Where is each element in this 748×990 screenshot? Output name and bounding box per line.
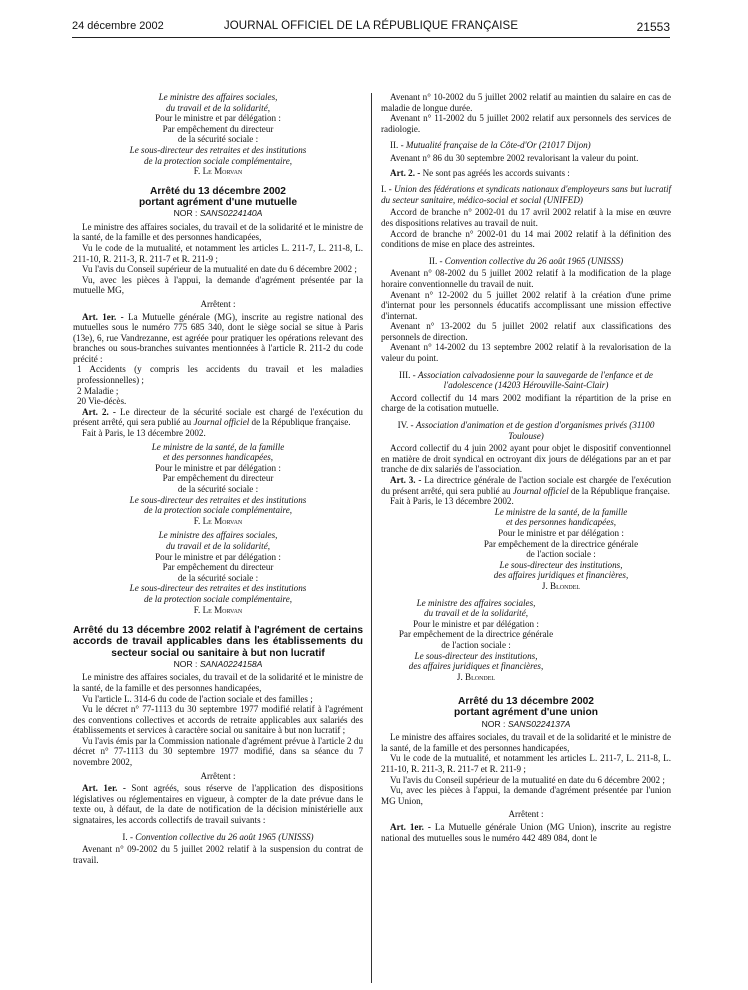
section-heading	[381, 184, 671, 205]
paragraph: Le ministre des affaires sociales, du travail et de la solidarité et le ministre de la santé, de la famille et des personnes handicapées,	[381, 732, 671, 753]
section-title: Association d'animation et de gestion d'organismes privés (31100 Toulouse)	[415, 420, 655, 441]
delegation-line: Pour le ministre et par délégation :	[155, 113, 281, 124]
signatory-subdirector: Le sous-directeur des institutions,	[499, 559, 623, 570]
article	[73, 783, 363, 825]
article-text: La Mutuelle générale (MG), inscrite au registre national des mutuelles sous le numéro 775 685 340, dont le siège social se situe à Paris (13e), 6, rue Vandrezanne, est agréée pour pratiquer les opérations relevant des branches ou sous-branches suivantes mentionnées à l'article R. 211-2 du code précité :	[73, 311, 363, 364]
paragraph: Le ministre des affaires sociales, du travail et de la solidarité et le ministre de la santé, de la famille et des personnes handicapées,	[73, 221, 363, 243]
signed-place-date: Fait à Paris, le 13 décembre 2002.	[82, 428, 206, 439]
paragraph: Vu l'avis du Conseil supérieur de la mutualité en date du 6 décembre 2002 ;	[82, 264, 357, 275]
article-text: de la République française.	[568, 485, 670, 496]
section-number: IV. -	[397, 420, 416, 431]
journal-title: JOURNAL OFFICIEL DE LA RÉPUBLIQUE FRANÇAISE	[223, 20, 519, 32]
page-header	[72, 20, 670, 36]
delegation-line: Par empêchement du directeur	[162, 123, 274, 134]
paragraph: Vu le code de la mutualité, et notamment les articles L. 211-7, L. 211-8, L. 211-10, R. 211-3, R. 211-7 et R. 211-9 ;	[381, 753, 671, 775]
signatory-subdirector: Le sous-directeur des institutions,	[414, 650, 538, 661]
delegation-line: Par empêchement de la directrice générale	[398, 629, 554, 640]
section-number: III. -	[399, 369, 418, 380]
delegation-line: Pour le ministre et par délégation :	[498, 527, 624, 538]
section-title: Association calvadosienne pour la sauvegarde de l'enfance et de l'adolescence (14203 Hérouville-Saint-Clair)	[417, 369, 653, 391]
article-label: Art. 2. -	[82, 406, 116, 417]
journal-ref: Journal officiel	[512, 485, 569, 496]
article-text: de la République française.	[249, 417, 351, 428]
arretent: Arrêtent :	[200, 770, 236, 781]
signatory-name: J. Blondel	[541, 580, 581, 591]
decree-title-line: portant agrément d'une union	[454, 707, 598, 719]
section-heading	[381, 420, 671, 441]
list-item: 20 Vie-décès.	[77, 396, 127, 407]
delegation-line: Par empêchement du directeur	[162, 562, 274, 573]
delegation-line: Pour le ministre et par délégation :	[155, 462, 281, 473]
signature-block	[381, 507, 671, 592]
section-title: Mutualité française de la Côte-d'Or (21017 Dijon)	[405, 140, 591, 151]
signatory-name: F. Le Morvan	[193, 604, 243, 615]
signatory-name: F. Le Morvan	[193, 166, 243, 177]
paragraph: Avenant n° 09-2002 du 5 juillet 2002 relatif à la suspension du contrat de travail.	[73, 844, 363, 865]
decree-title-line: Arrêté du 13 décembre 2002	[458, 696, 594, 708]
paragraph: Accord de branche n° 2002-01 du 14 mai 2002 relatif à la définition des conditions de mise en place des astreintes.	[381, 228, 671, 250]
article-label: Art. 1er. -	[390, 822, 431, 833]
paragraph: Avenant n° 08-2002 du 5 juillet 2002 relatif à la modification de la plage horaire conventionnelle du travail de nuit.	[381, 268, 671, 289]
nor-reference	[73, 208, 363, 219]
paragraph: Avenant n° 14-2002 du 13 septembre 2002 relatif à la revalorisation de la valeur du point.	[381, 342, 671, 364]
signatory-minister-2: du travail et de la solidarité,	[423, 608, 529, 619]
signatory-subdirector: Le sous-directeur des retraites et des institutions	[129, 144, 307, 155]
nor-reference	[73, 659, 363, 670]
paragraph: Vu l'avis émis par la Commission nationale d'agrément prévue à l'article 2 du décret n° 77-1113 du 30 septembre 1977 modifié, dans sa séance du 7 novembre 2002,	[73, 735, 363, 768]
paragraph: Avenant n° 13-2002 du 5 juillet 2002 relatif aux classifications des personnels de direction.	[381, 321, 671, 342]
section-number: I. -	[122, 831, 136, 842]
arretent: Arrêtent :	[508, 809, 544, 820]
section-heading	[73, 832, 363, 843]
signatory-minister-2: du travail et de la solidarité,	[165, 102, 271, 113]
article-text: La Mutuelle générale Union (MG Union), inscrite au registre national des mutuelles sous le numéro 442 489 084, dont le	[381, 822, 672, 843]
section-number: I. -	[381, 184, 395, 195]
nor-label: NOR :	[481, 718, 508, 729]
paragraph: Vu, avec les pièces à l'appui, la demande d'agrément présentée par la mutuelle MG,	[73, 274, 363, 296]
delegation-line: Pour le ministre et par délégation :	[413, 618, 539, 629]
paragraph: Vu l'avis du Conseil supérieur de la mutualité en date du 6 décembre 2002 ;	[390, 774, 665, 785]
header-rule	[72, 37, 670, 38]
signatory-minister-2: et des personnes handicapées,	[505, 517, 617, 528]
section-number: II. -	[428, 255, 445, 266]
signature-block	[73, 92, 363, 177]
list-item: 1 Accidents (y compris les accidents du travail et les maladies professionnelles) ;	[77, 364, 363, 386]
signatory-minister: Le ministre des affaires sociales,	[158, 92, 278, 102]
section-title: Convention collective du 26 août 1965 (UNISSS)	[135, 831, 314, 842]
paragraph: Avenant n° 11-2002 du 5 juillet 2002 relatif aux personnels des services de radiologie.	[381, 113, 671, 134]
signature-block	[381, 598, 571, 683]
nor-reference	[381, 719, 671, 730]
signatory-minister: Le ministre de la santé, de la famille	[494, 506, 628, 517]
signatory-name: F. Le Morvan	[193, 515, 243, 526]
nor-code: SANA0224158A	[199, 658, 263, 669]
paragraph: Avenant n° 12-2002 du 5 juillet 2002 relatif à la création d'une prime d'internat pour les personnels éducatifs accomplissant une mission effective d'internat.	[381, 289, 671, 321]
list-item: 2 Maladie ;	[77, 385, 119, 396]
header-date: 24 décembre 2002	[72, 20, 164, 32]
paragraph: Le ministre des affaires sociales, du travail et de la solidarité et le ministre de la santé, de la famille et des personnes handicapées,	[73, 672, 363, 693]
article-label: Art. 1er. -	[82, 783, 126, 794]
article-label: Art. 2. -	[390, 167, 421, 178]
section-title: Convention collective du 26 août 1965 (UNISSS)	[444, 255, 624, 266]
signatory-subdirector-2: des affaires juridiques et financières,	[408, 661, 544, 672]
section-heading	[381, 370, 671, 391]
paragraph: Avenant n° 10-2002 du 5 juillet 2002 relatif au maintien du salaire en cas de maladie de longue durée.	[381, 92, 671, 113]
arretent: Arrêtent :	[200, 298, 236, 309]
article-label: Art. 3. -	[390, 475, 422, 485]
signatory-subdirector: Le sous-directeur des retraites et des institutions	[129, 583, 307, 594]
signatory-minister-2: du travail et de la solidarité,	[165, 540, 271, 551]
nor-code: SANS0224140A	[199, 208, 263, 219]
article	[73, 407, 363, 428]
paragraph: Vu le code de la mutualité, et notamment les articles L. 211-7, L. 211-8, L. 211-10, R. 211-3, R. 211-7 et R. 211-9 ;	[73, 242, 363, 264]
delegation-line: de la sécurité sociale :	[177, 134, 259, 145]
article-text: Sont agréés, sous réserve de l'application des dispositions législatives ou réglementaires en vigueur, à compter de la date prévue dans le texte ou, à défaut, de la date de notification de la décision ministérielle aux signataires, les accords collectifs de travail suivants :	[73, 783, 364, 826]
signatory-subdirector-2: de la protection sociale complémentaire,	[143, 155, 293, 166]
signatory-subdirector: Le sous-directeur des retraites et des institutions	[129, 494, 307, 505]
signature-block	[73, 442, 363, 527]
signature-block	[73, 530, 363, 615]
article	[73, 312, 363, 365]
article-text: La directrice générale de l'action sociale est chargée de l'exécution du présent arrêté, qui sera publié au	[381, 475, 671, 496]
page-number: 21553	[636, 20, 670, 34]
signatory-subdirector-2: des affaires juridiques et financières,	[493, 570, 629, 581]
signatory-subdirector-2: de la protection sociale complémentaire,	[143, 593, 293, 604]
decree-title: Arrêté du 13 décembre 2002 relatif à l'agrément de certains accords de travail applicables dans les établissements du secteur social ou sanitaire à but non lucratif	[73, 625, 363, 659]
delegation-line: Par empêchement du directeur	[162, 473, 274, 484]
signed-place-date: Fait à Paris, le 13 décembre 2002.	[390, 496, 514, 507]
article-text: Le directeur de la sécurité sociale est chargé de l'exécution du présent arrêté, qui sera publié au	[73, 406, 363, 428]
delegation-line: de l'action sociale :	[441, 639, 511, 650]
signatory-name: J. Blondel	[456, 671, 496, 682]
signatory-minister-2: et des personnes handicapées,	[162, 452, 274, 463]
decree-title-line: Arrêté du 13 décembre 2002	[150, 185, 286, 197]
paragraph: Vu le décret n° 77-1113 du 30 septembre 1977 modifié relatif à l'agrément des conventions collectives et accords de retraite applicables aux salariés des établissements et services à caractère social ou sanitaire à but non lucratif ;	[73, 704, 363, 736]
paragraph: Accord de branche n° 2002-01 du 17 avril 2002 relatif à la mise en œuvre des dispositions relatives au travail de nuit.	[381, 207, 671, 228]
signatory-subdirector-2: de la protection sociale complémentaire,	[143, 505, 293, 516]
signatory-minister: Le ministre des affaires sociales,	[416, 597, 536, 608]
nor-label: NOR :	[173, 208, 200, 219]
section-heading	[381, 256, 671, 267]
paragraph: Vu l'article L. 314-6 du code de l'action sociale et des familles ;	[82, 693, 313, 704]
column-divider	[371, 93, 372, 983]
right-column	[381, 92, 671, 843]
paragraph: Avenant n° 86 du 30 septembre 2002 revalorisant la valeur du point.	[390, 152, 639, 163]
section-heading	[381, 140, 671, 151]
paragraph: Accord collectif du 14 mars 2002 modifiant la répartition de la prise en charge de la cotisation mutuelle.	[381, 392, 671, 414]
paragraph: Accord collectif du 4 juin 2002 ayant pour objet le dispositif conventionnel en matière de droit syndical en octroyant dix jours de délégations par an et par tranche de dix salariés de l'association.	[381, 443, 671, 475]
nor-label: NOR :	[173, 658, 200, 669]
decree-title	[381, 696, 671, 718]
signatory-minister: Le ministre des affaires sociales,	[158, 530, 278, 541]
paragraph: Vu, avec les pièces à l'appui, la demande d'agrément présentée par l'union MG Union,	[381, 785, 671, 806]
delegation-line: de l'action sociale :	[526, 549, 596, 560]
article-label: Art. 1er. -	[82, 311, 124, 322]
decree-title-line: portant agrément d'une mutuelle	[138, 196, 298, 208]
delegation-line: Pour le ministre et par délégation :	[155, 551, 281, 562]
signatory-minister: Le ministre de la santé, de la famille	[151, 441, 285, 452]
delegation-line: Par empêchement de la directrice générale	[483, 538, 639, 549]
delegation-line: de la sécurité sociale :	[177, 484, 259, 494]
nor-code: SANS0224137A	[507, 718, 571, 729]
article	[381, 822, 671, 843]
article	[381, 475, 671, 496]
section-title: Union des fédérations et syndicats nationaux d'employeurs sans but lucratif du secteur sanitaire, médico-social et social (UNIFED)	[381, 184, 671, 205]
journal-ref: Journal officiel	[193, 417, 250, 428]
delegation-line: de la sécurité sociale :	[177, 572, 259, 583]
decree-title	[73, 186, 363, 208]
article-text: Ne sont pas agréés les accords suivants :	[420, 167, 570, 178]
section-number: II. -	[390, 140, 406, 151]
left-column	[73, 92, 363, 865]
article	[381, 168, 671, 179]
